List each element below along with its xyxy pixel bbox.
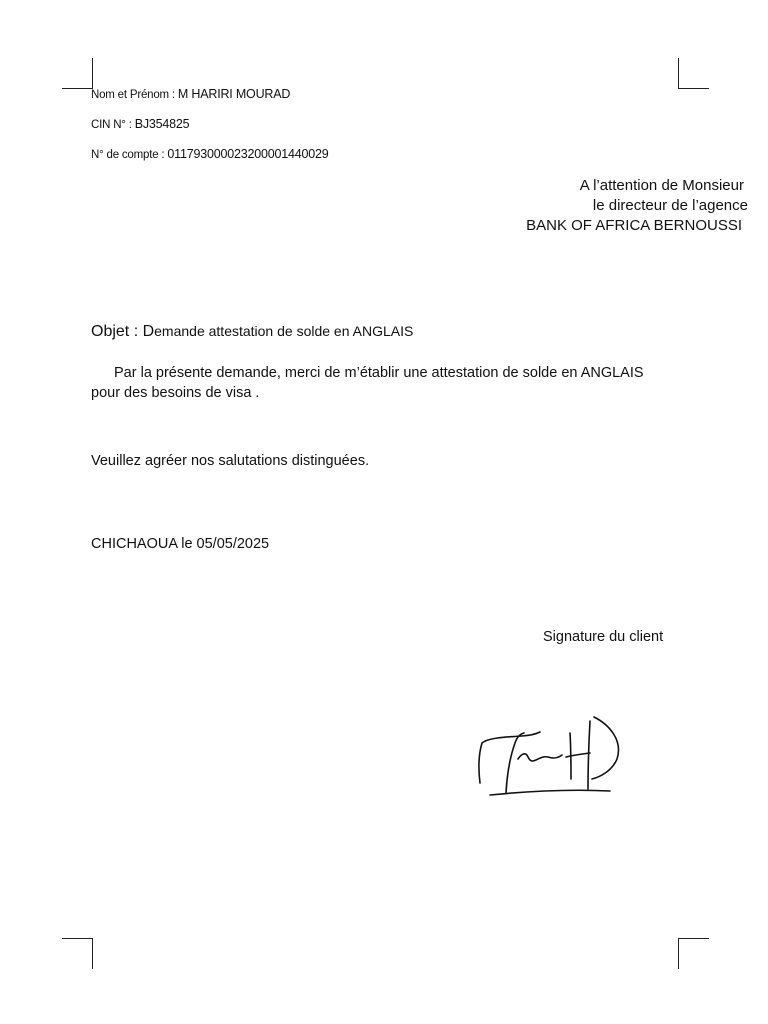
handwritten-signature-icon <box>470 705 640 805</box>
signature-label: Signature du client <box>543 629 664 645</box>
body-line-1: Par la présente demande, merci de m’établir une attestation de solde en ANGLAIS <box>114 365 644 381</box>
sender-cin-label: CIN N° : <box>91 119 135 131</box>
recipient-line-3: BANK OF AFRICA BERNOUSSI <box>526 217 742 234</box>
subject-text: emande attestation de solde en ANGLAIS <box>154 323 414 339</box>
recipient-line-2: le directeur de l’agence <box>592 197 748 214</box>
sender-name-value: M HARIRI MOURAD <box>177 87 291 101</box>
crop-mark-top-left <box>62 58 93 89</box>
place-and-date: CHICHAOUA le 05/05/2025 <box>91 536 270 552</box>
crop-mark-bottom-left <box>62 938 93 969</box>
closing-salutation: Veuillez agréer nos salutations distinguées. <box>91 453 370 469</box>
sender-cin-line <box>91 117 189 131</box>
recipient-block <box>526 176 756 236</box>
sender-name-line <box>91 87 290 101</box>
crop-mark-top-right <box>678 58 709 89</box>
subject-line <box>91 323 413 341</box>
crop-mark-bottom-right <box>678 938 709 969</box>
body-paragraph <box>91 363 691 403</box>
subject-first-letter: D <box>142 323 155 340</box>
sender-cin-value: BJ354825 <box>134 117 190 131</box>
body-line-2: pour des besoins de visa . <box>91 385 260 401</box>
sender-name-label: Nom et Prénom : <box>91 89 178 101</box>
sender-account-line <box>91 147 329 161</box>
sender-account-label: N° de compte : <box>91 149 168 161</box>
recipient-line-1: A l’attention de Monsieur <box>579 177 744 194</box>
subject-label: Objet : <box>91 323 143 340</box>
sender-account-value: 011793000023200001440029 <box>167 147 329 161</box>
